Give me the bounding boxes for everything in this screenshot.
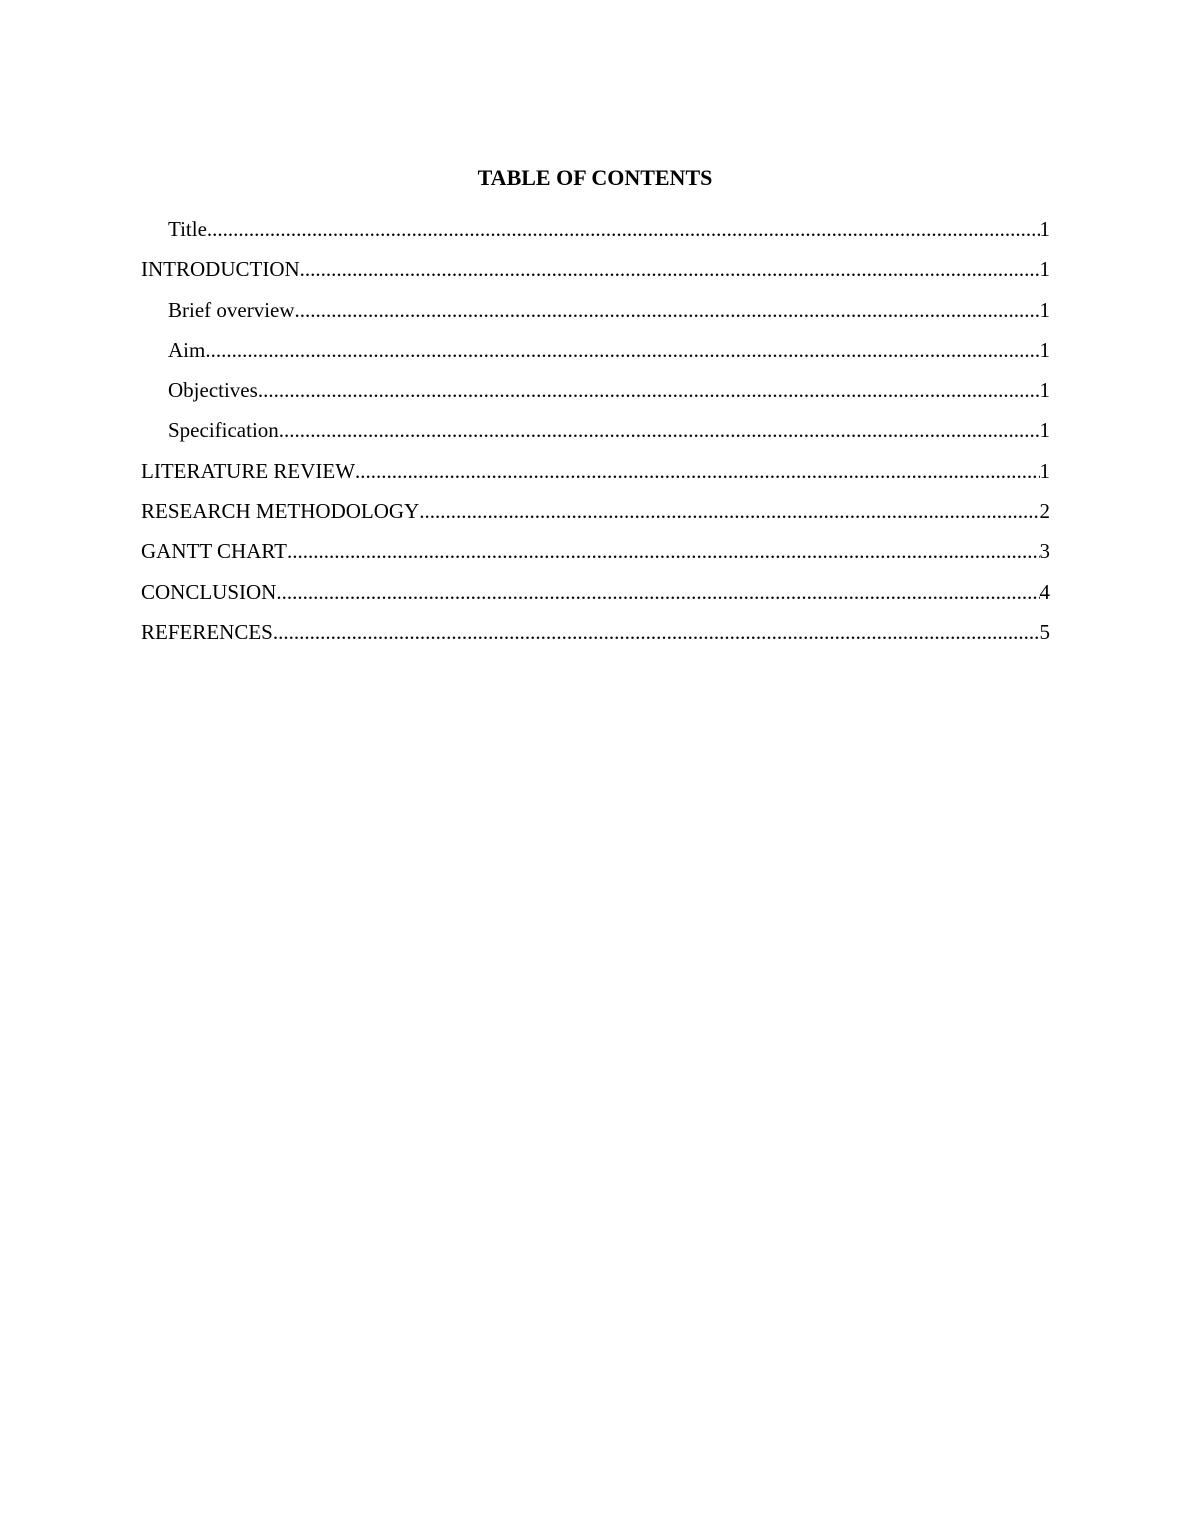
toc-entry-label: Title <box>168 217 207 241</box>
toc-page-number: 2 <box>1039 499 1050 524</box>
toc-dot-leader <box>279 415 1040 445</box>
toc-entry-label: RESEARCH METHODOLOGY <box>141 499 420 524</box>
toc-entry-brief-overview[interactable] <box>141 295 1050 335</box>
toc-entry-label: REFERENCES <box>141 619 273 644</box>
toc-entry-introduction[interactable] <box>141 254 1050 294</box>
toc-entry-conclusion[interactable] <box>141 577 1050 617</box>
toc-entry-references[interactable] <box>141 617 1050 657</box>
toc-dot-leader <box>300 254 1040 284</box>
toc-entry-label: Specification <box>168 418 279 443</box>
toc-page-number: 1 <box>1039 257 1050 282</box>
toc-list <box>141 214 1050 657</box>
toc-page-number: 4 <box>1039 579 1050 604</box>
toc-page-number: 3 <box>1039 539 1050 564</box>
toc-page-number: 5 <box>1039 619 1050 644</box>
toc-dot-leader <box>258 375 1040 405</box>
toc-dot-leader <box>419 496 1039 526</box>
toc-page-number: 1 <box>1039 217 1050 241</box>
toc-entry-label: LITERATURE REVIEW <box>141 458 356 483</box>
toc-dot-leader <box>287 536 1040 566</box>
toc-dot-leader <box>355 456 1039 486</box>
toc-dot-leader <box>205 335 1039 365</box>
toc-entry-label: Aim <box>168 337 206 362</box>
toc-heading: TABLE OF CONTENTS <box>477 165 713 190</box>
toc-dot-leader <box>207 214 1040 244</box>
toc-entry-label: CONCLUSION <box>141 579 277 604</box>
toc-page-number: 1 <box>1039 378 1050 403</box>
toc-entry-specification[interactable] <box>141 415 1050 455</box>
toc-entry-label: GANTT CHART <box>141 539 287 564</box>
toc-page-number: 1 <box>1039 418 1050 443</box>
toc-entry-objectives[interactable] <box>141 375 1050 415</box>
toc-dot-leader <box>273 617 1040 647</box>
toc-entry-literature-review[interactable] <box>141 456 1050 496</box>
toc-dot-leader <box>276 577 1039 607</box>
toc-entry-research-methodology[interactable] <box>141 496 1050 536</box>
toc-dot-leader <box>295 295 1040 325</box>
toc-entry-aim[interactable] <box>141 335 1050 375</box>
toc-page-number: 1 <box>1039 458 1050 483</box>
toc-page-number: 1 <box>1039 337 1050 362</box>
toc-entry-label: INTRODUCTION <box>141 257 300 282</box>
toc-entry-title[interactable] <box>141 214 1050 254</box>
toc-entry-label: Objectives <box>168 378 258 403</box>
toc-entry-label: Brief overview <box>168 297 295 322</box>
toc-page-number: 1 <box>1039 297 1050 322</box>
toc-entry-gantt-chart[interactable] <box>141 536 1050 576</box>
